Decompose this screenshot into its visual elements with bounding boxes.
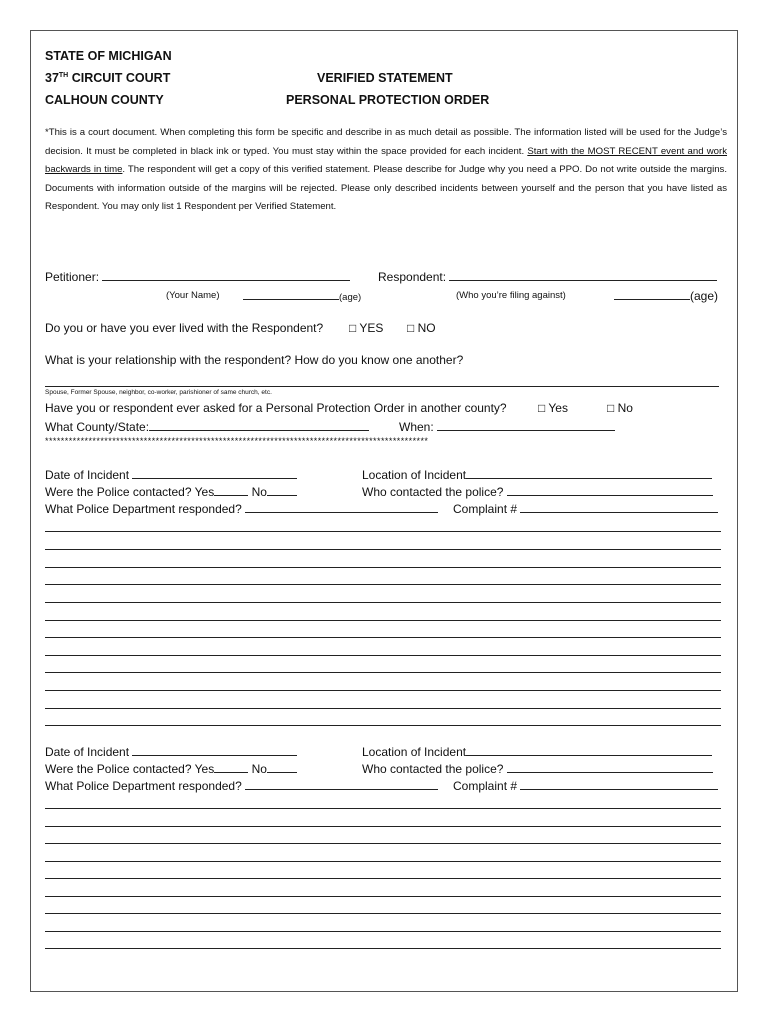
county-state-field[interactable] [149,419,369,431]
form-subtitle: PERSONAL PROTECTION ORDER [286,93,490,107]
date-of-incident-row: Date of Incident [45,467,297,482]
checkbox-icon[interactable]: □ [349,321,357,335]
your-name-caption: (Your Name) [166,290,220,301]
police-no-field[interactable] [267,761,297,773]
filing-against-caption: (Who you’re filing against) [456,290,566,301]
who-contacted-row: Who contacted the police? [362,484,713,499]
who-contacted-field[interactable] [507,761,713,773]
narrative-line[interactable] [45,708,721,709]
narrative-line[interactable] [45,672,721,673]
narrative-line[interactable] [45,584,721,585]
who-contacted-field[interactable] [507,484,713,496]
when-row: When: [399,419,615,434]
date-of-incident-row: Date of Incident [45,744,297,759]
location-row: Location of Incident [362,467,712,482]
petitioner-age-row: (age) [243,290,361,303]
instructions-paragraph: *This is a court document. When completing this form be specific and describe in as much detail as possible. The information listed will be used for the Judge’s decision. It must be completed in black ink or typed. You must stay within the space provided for each incident. Start with the MOST RECENT event and work backwards in time. The respondent will get a copy of this verified statement. Please describe for Judge why you need a PPO. Do not write outside the margins. Documents with information outside of the margins will be rejected. Please only described incidents between yourself and the person that you have listed as Respondent. You may only list 1 Respondent per Verified Statement. [45,127,728,213]
police-dept-field[interactable] [245,778,438,790]
prior-ppo-question: Have you or respondent ever asked for a Personal Protection Order in another county? [45,401,507,415]
location-row: Location of Incident [362,744,712,759]
relationship-hint: Spouse, Former Spouse, neighbor, co-worker, parishioner of same church, etc. [45,389,272,396]
police-yes-field[interactable] [214,761,248,773]
complaint-row: Complaint # [453,778,718,793]
petitioner-name-field[interactable] [102,269,350,281]
location-field[interactable] [466,467,712,479]
respondent-age-row: (age) [614,288,718,303]
verified-statement-form [30,30,738,992]
narrative-line[interactable] [45,602,721,603]
narrative-line[interactable] [45,878,721,879]
police-dept-field[interactable] [245,501,438,513]
police-dept-row: What Police Department responded? [45,501,438,516]
relationship-answer-line[interactable] [45,386,719,387]
county-label: CALHOUN COUNTY [45,93,164,107]
checkbox-icon[interactable]: □ [607,401,615,415]
prior-ppo-no-option[interactable]: □ No [607,401,633,415]
petitioner-age-field[interactable] [243,290,339,300]
lived-with-question: Do you or have you ever lived with the Respondent? [45,321,324,335]
narrative-line[interactable] [45,913,721,914]
narrative-line[interactable] [45,655,721,656]
narrative-line[interactable] [45,826,721,827]
county-state-row: What County/State: [45,419,369,434]
narrative-line[interactable] [45,531,721,532]
narrative-line[interactable] [45,725,721,726]
state-label: STATE OF MICHIGAN [45,49,172,63]
narrative-line[interactable] [45,843,721,844]
narrative-line[interactable] [45,690,721,691]
narrative-line[interactable] [45,549,721,550]
police-yes-field[interactable] [214,484,248,496]
police-contacted-row: Were the Police contacted? Yes No [45,484,297,499]
form-title: VERIFIED STATEMENT [317,71,453,85]
who-contacted-row: Who contacted the police? [362,761,713,776]
narrative-line[interactable] [45,620,721,621]
narrative-line[interactable] [45,567,721,568]
narrative-line[interactable] [45,808,721,809]
narrative-line[interactable] [45,896,721,897]
checkbox-icon[interactable]: □ [538,401,546,415]
lived-yes-option[interactable]: □ YES [349,321,384,335]
police-no-field[interactable] [267,484,297,496]
respondent-name-field[interactable] [449,269,717,281]
prior-ppo-yes-option[interactable]: □ Yes [538,401,568,415]
date-of-incident-field[interactable] [132,744,297,756]
when-field[interactable] [437,419,615,431]
checkbox-icon[interactable]: □ [407,321,415,335]
date-of-incident-field[interactable] [132,467,297,479]
narrative-line[interactable] [45,861,721,862]
lived-no-option[interactable]: □ NO [407,321,436,335]
complaint-field[interactable] [520,778,718,790]
respondent-row: Respondent: [378,269,717,284]
section-divider: ************************************************************************************************* [45,436,429,446]
relationship-question: What is your relationship with the respondent? How do you know one another? [45,353,464,367]
complaint-field[interactable] [520,501,718,513]
instructions-emphasis: Start with the MOST RECENT event and work backwards in time [45,145,728,176]
court-label: 37TH CIRCUIT COURT [45,71,171,85]
police-contacted-row: Were the Police contacted? Yes No [45,761,297,776]
police-dept-row: What Police Department responded? [45,778,438,793]
petitioner-row: Petitioner: [45,269,350,284]
respondent-age-field[interactable] [614,288,690,300]
narrative-line[interactable] [45,637,721,638]
narrative-line[interactable] [45,931,721,932]
complaint-row: Complaint # [453,501,718,516]
narrative-line[interactable] [45,948,721,949]
location-field[interactable] [466,744,712,756]
